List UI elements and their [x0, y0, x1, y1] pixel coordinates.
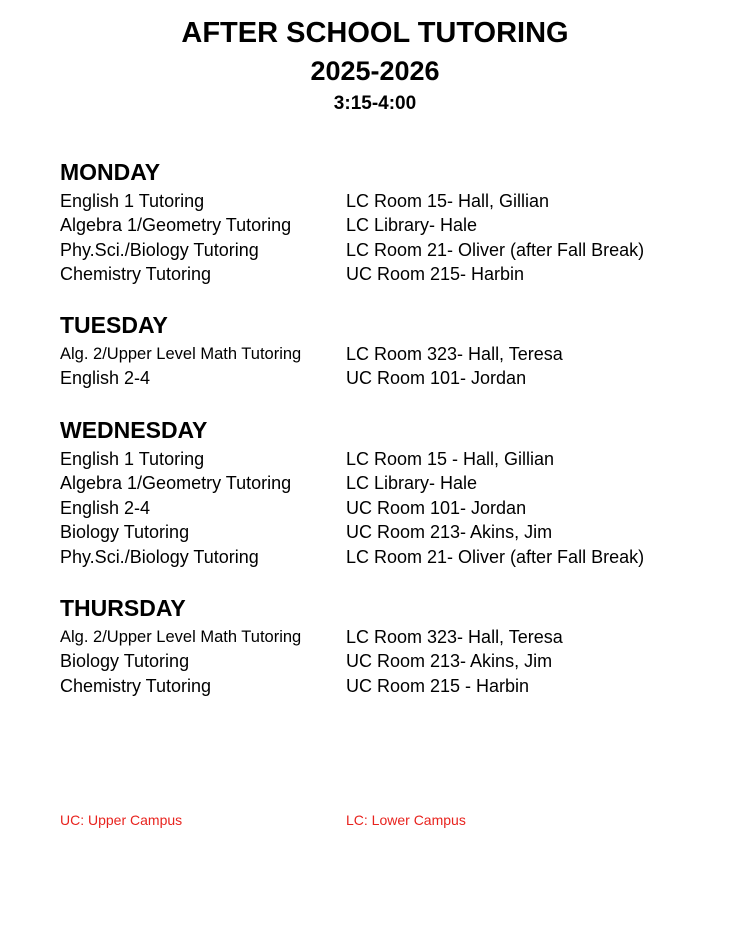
day-section-wednesday — [60, 415, 720, 569]
session-subject: Alg. 2/Upper Level Math Tutoring — [60, 345, 302, 363]
session-row — [60, 262, 720, 286]
session-subject: Algebra 1/Geometry Tutoring — [60, 215, 292, 236]
session-location: UC Room 213- Akins, Jim — [346, 522, 553, 543]
session-location: UC Room 101- Jordan — [346, 497, 527, 518]
session-row — [60, 545, 720, 569]
session-location: LC Room 21- Oliver (after Fall Break) — [346, 239, 645, 260]
document-header — [0, 14, 750, 118]
session-location: LC Library- Hale — [346, 473, 478, 494]
session-subject: Chemistry Tutoring — [60, 675, 212, 696]
session-row — [60, 447, 720, 471]
session-location: UC Room 213- Akins, Jim — [346, 651, 553, 672]
session-location: LC Room 21- Oliver (after Fall Break) — [346, 546, 645, 567]
day-section-monday — [60, 157, 720, 287]
school-year: 2025-2026 — [310, 56, 440, 86]
session-subject: Chemistry Tutoring — [60, 264, 212, 285]
session-subject: Phy.Sci./Biology Tutoring — [60, 239, 259, 260]
legend-lower-campus: LC: Lower Campus — [346, 812, 466, 828]
session-subject: Alg. 2/Upper Level Math Tutoring — [60, 628, 302, 646]
session-row — [60, 189, 720, 213]
session-subject: Algebra 1/Geometry Tutoring — [60, 473, 292, 494]
session-subject: English 1 Tutoring — [60, 449, 205, 469]
session-subject: English 2-4 — [60, 497, 151, 518]
session-row — [60, 674, 720, 698]
session-row — [60, 213, 720, 237]
session-location: LC Room 323- Hall, Teresa — [346, 344, 563, 364]
session-row — [60, 496, 720, 520]
day-heading: THURSDAY — [60, 595, 186, 621]
session-row — [60, 520, 720, 544]
session-location: UC Room 215- Harbin — [346, 264, 525, 285]
day-section-thursday — [60, 593, 720, 698]
session-row — [60, 366, 720, 390]
session-time: 3:15-4:00 — [333, 93, 417, 114]
session-subject: Phy.Sci./Biology Tutoring — [60, 546, 259, 567]
session-subject: English 1 Tutoring — [60, 191, 205, 211]
session-subject: Biology Tutoring — [60, 651, 190, 672]
session-location: LC Room 15 - Hall, Gillian — [346, 449, 555, 469]
session-row — [60, 471, 720, 495]
session-location: UC Room 101- Jordan — [346, 368, 527, 389]
session-location: UC Room 215 - Harbin — [346, 675, 530, 696]
session-row — [60, 625, 720, 649]
document-title: AFTER SCHOOL TUTORING — [181, 17, 569, 49]
session-location: LC Library- Hale — [346, 215, 478, 236]
session-row — [60, 342, 720, 366]
day-heading: TUESDAY — [60, 312, 168, 338]
session-location: LC Room 15- Hall, Gillian — [346, 191, 550, 211]
legend-upper-campus: UC: Upper Campus — [60, 812, 183, 828]
session-row — [60, 238, 720, 262]
day-heading: WEDNESDAY — [60, 417, 208, 443]
session-location: LC Room 323- Hall, Teresa — [346, 627, 563, 647]
day-section-tuesday — [60, 310, 720, 391]
day-heading: MONDAY — [60, 159, 161, 185]
session-subject: English 2-4 — [60, 368, 151, 389]
session-row — [60, 649, 720, 673]
session-subject: Biology Tutoring — [60, 522, 190, 543]
